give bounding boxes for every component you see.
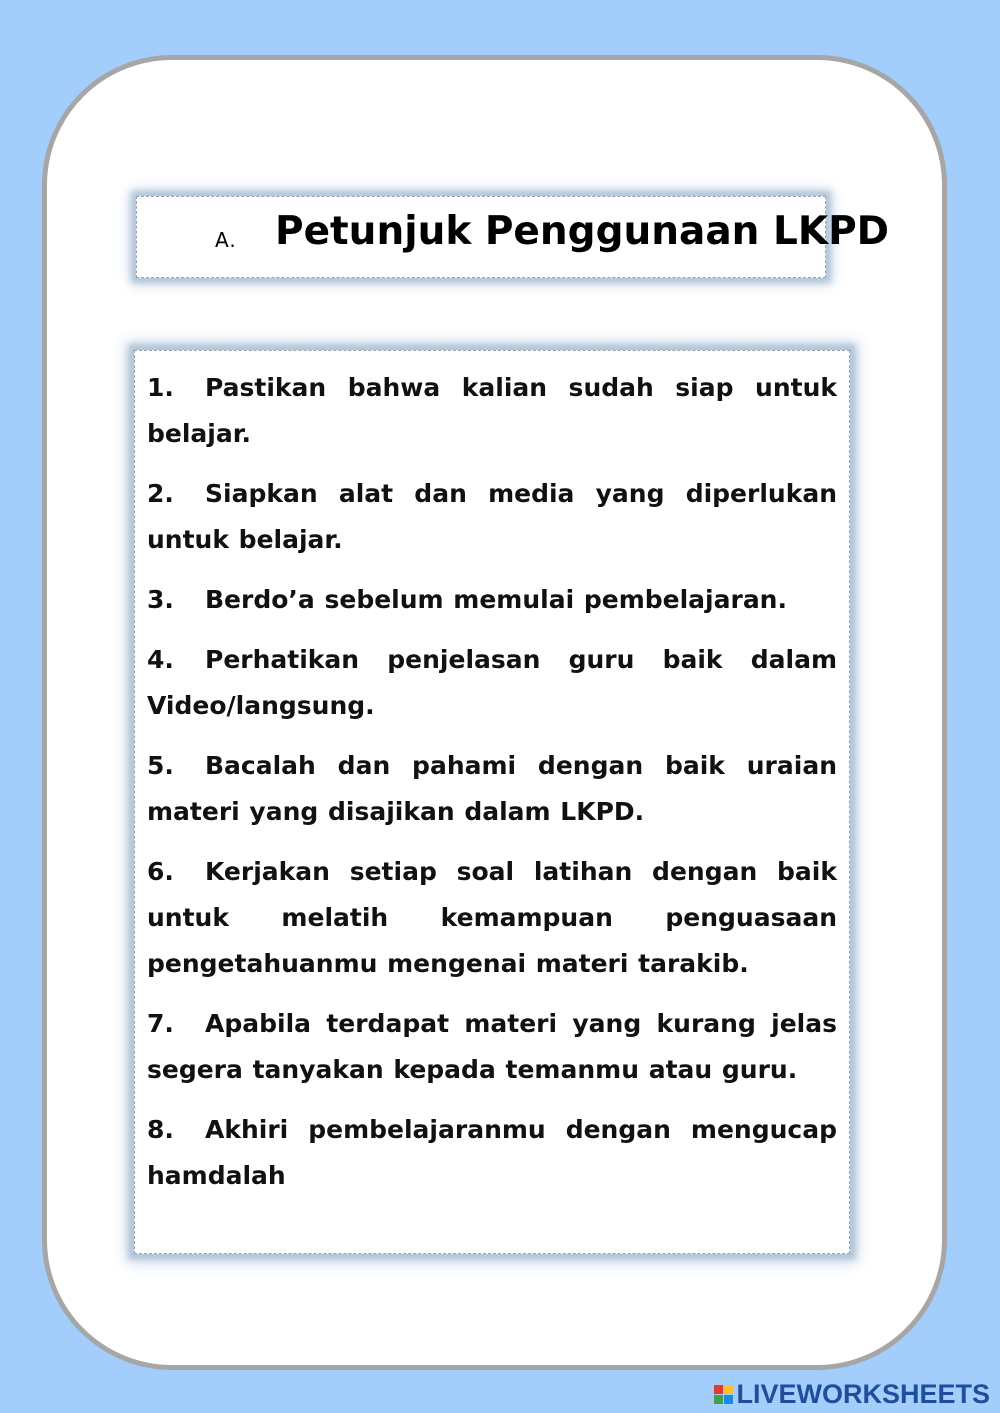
item-text: Siapkan alat dan media yang diperlukan untuk belajar. [147,479,837,554]
logo-text: LIVEWORKSHEETS [736,1378,990,1409]
item-text: Pastikan bahwa kalian sudah siap untuk belajar. [147,373,837,448]
item-number: 4. [147,645,174,674]
liveworksheets-logo[interactable] [714,1378,990,1410]
item-number: 1. [147,373,174,402]
instruction-item-4 [147,637,837,729]
instruction-item-7 [147,1001,837,1093]
item-text: Bacalah dan pahami dengan baik uraian materi yang disajikan dalam LKPD. [147,751,837,826]
instruction-item-1 [147,365,837,457]
item-number: 8. [147,1115,174,1144]
page-title: Petunjuk Penggunaan LKPD [275,209,890,254]
item-number: 7. [147,1009,174,1038]
title-box [136,196,890,278]
instruction-item-5 [147,743,837,835]
instruction-list [147,365,837,1213]
instruction-item-8 [147,1107,837,1199]
item-text: Akhiri pembelajaranmu dengan mengucap hamdalah [147,1115,837,1190]
item-number: 2. [147,479,174,508]
item-number: 6. [147,857,174,886]
item-text: Kerjakan setiap soal latihan dengan baik untuk melatih kemampuan penguasaan pengetahuanmu mengenai materi tarakib. [147,857,837,978]
instruction-item-2 [147,471,837,563]
item-text: Apabila terdapat materi yang kurang jelas segera tanyakan kepada temanmu atau guru. [147,1009,837,1084]
item-text: Perhatikan penjelasan guru baik dalam Video/langsung. [147,645,837,720]
section-letter: A. [215,228,237,252]
instruction-item-3 [147,577,837,623]
item-number: 3. [147,585,174,614]
item-number: 5. [147,751,174,780]
item-text: Berdo’a sebelum memulai pembelajaran. [205,585,787,614]
instruction-item-6 [147,849,837,987]
liveworksheets-logo-icon [714,1385,733,1404]
instructions-box [134,350,850,1254]
